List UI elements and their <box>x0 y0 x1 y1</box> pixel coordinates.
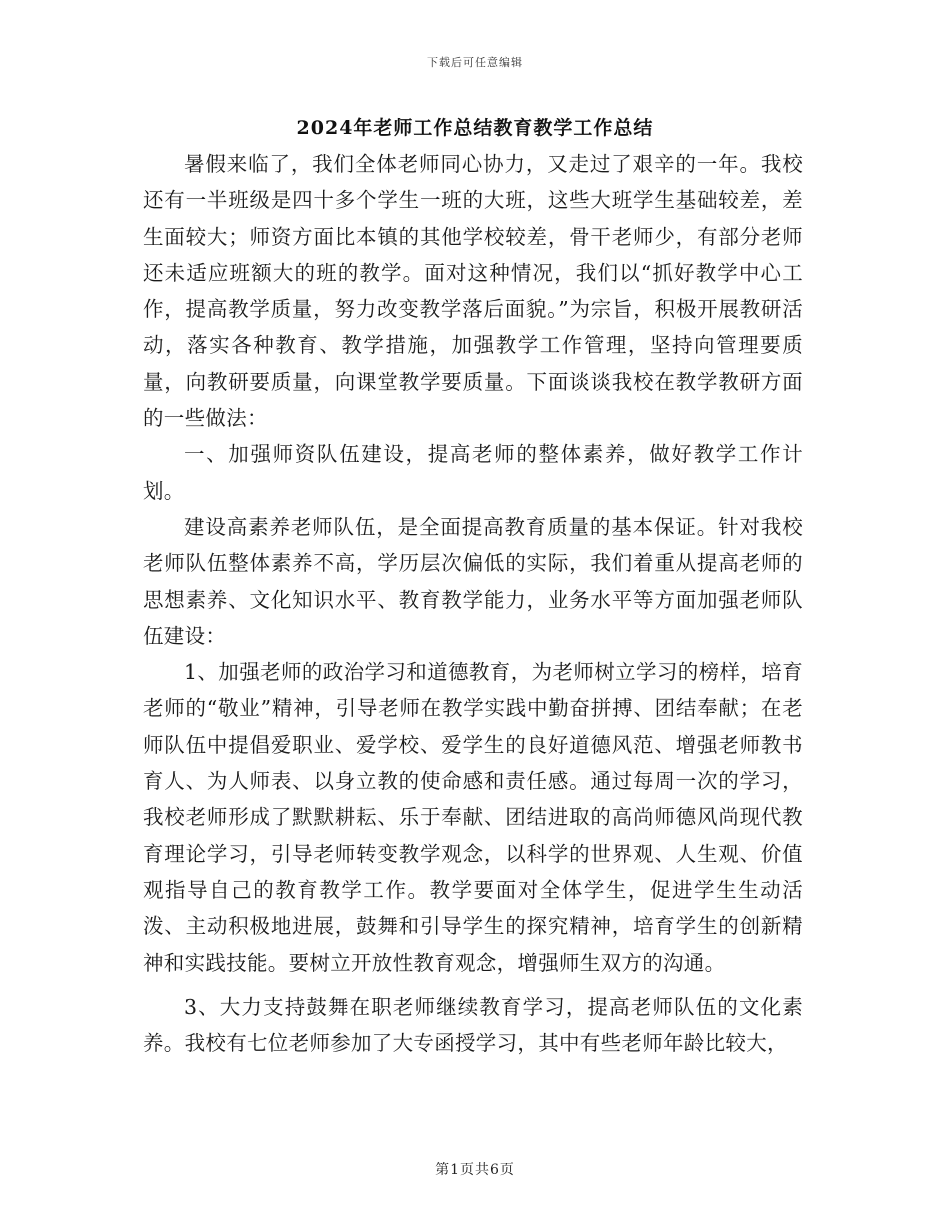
paragraph-item-3: 3、大力支持鼓舞在职老师继续教育学习，提高老师队伍的文化素养。我校有七位老师参加了大专函授学习，其中有些老师年龄比较大， <box>143 994 803 1056</box>
document-body <box>143 146 803 1061</box>
page-number: 第1页共6页 <box>435 1162 515 1178</box>
paragraph-teacher-team: 建设高素养老师队伍，是全面提高教育质量的基本保证。针对我校老师队伍整体素养不高，学历层次偏低的实际，我们着重从提高老师的思想素养、文化知识水平、教育教学能力，业务水平等方面加强老师队伍建设： <box>143 514 803 648</box>
paragraph-item-1: 1、加强老师的政治学习和道德教育，为老师树立学习的榜样，培育老师的“敬业”精神，引导老师在教学实践中勤奋拼搏、团结奉献；在老师队伍中提倡爱职业、爱学校、爱学生的良好道德风范、增强老师教书育人、为人师表、以身立教的使命感和责任感。通过每周一次的学习，我校老师形成了默默耕耘、乐于奉献、团结进取的高尚师德风尚现代教育理论学习，引导老师转变教学观念，以科学的世界观、人生观、价值观指导自己的教育教学工作。教学要面对全体学生，促进学生生动活泼、主动积极地进展，鼓舞和引导学生的探究精神，培育学生的创新精神和实践技能。要树立开放性教育观念，增强师生双方的沟通。 <box>143 660 803 975</box>
paragraph-section-heading: 一、加强师资队伍建设，提高老师的整体素养，做好教学工作计划。 <box>143 442 803 503</box>
document-title: 2024年老师工作总结教育教学工作总结 <box>296 117 654 139</box>
paragraph-intro: 暑假来临了，我们全体老师同心协力，又走过了艰辛的一年。我校还有一半班级是四十多个学生一班的大班，这些大班学生基础较差，差生面较大；师资方面比本镇的其他学校较差，骨干老师少，有部分老师还未适应班额大的班的教学。面对这种情况，我们以“抓好教学中心工作，提高教学质量，努力改变教学落后面貌。”为宗旨，积极开展教研活动，落实各种教育、教学措施，加强教学工作管理，坚持向管理要质量，向教研要质量，向课堂教学要质量。下面谈谈我校在教学教研方面的一些做法： <box>143 152 803 431</box>
page-header-note: 下载后可任意编辑 <box>427 56 523 69</box>
